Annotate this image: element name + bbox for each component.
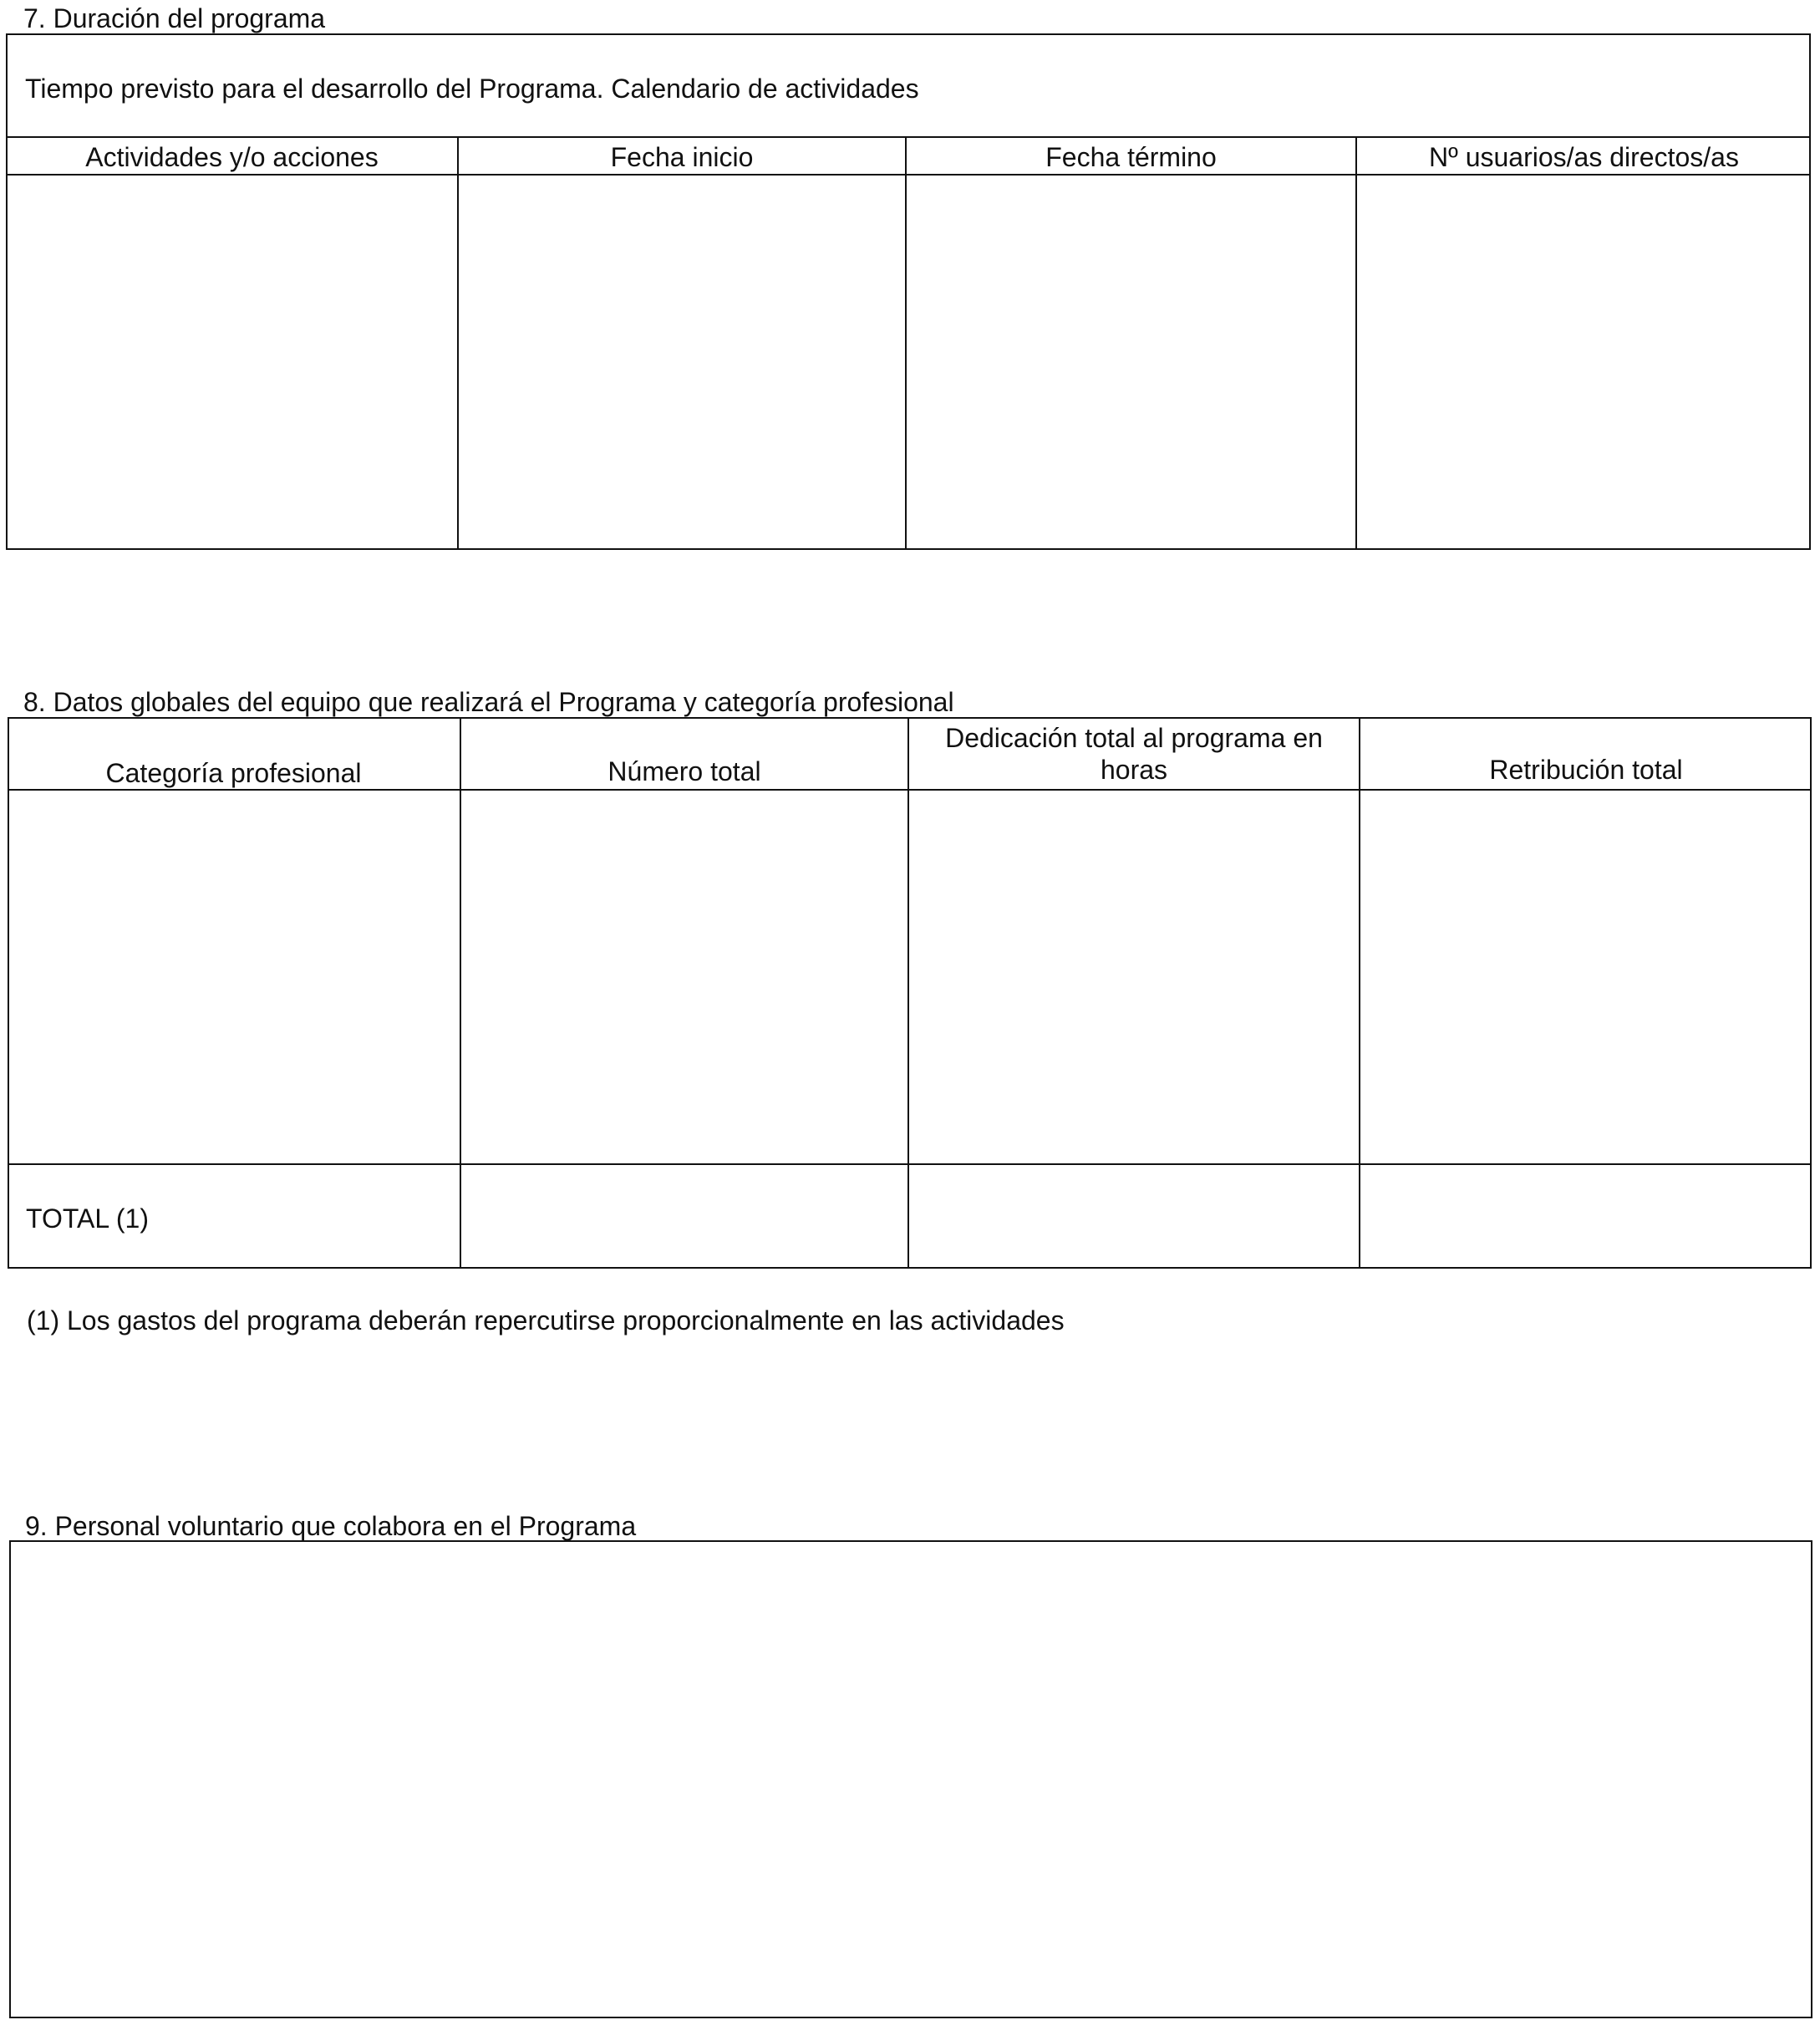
- section-8-header-divider: [8, 789, 1812, 791]
- section-7-col-divider-3: [1355, 136, 1357, 550]
- section-7-title: 7. Duración del programa: [23, 3, 326, 33]
- section-9-box: [9, 1540, 1812, 2018]
- section-8-header-retribution: Retribución total: [1489, 755, 1683, 785]
- section-9-title: 9. Personal voluntario que colabora en el Programa: [25, 1511, 637, 1541]
- section-7-header-start-date: Fecha inicio: [610, 142, 754, 172]
- section-7-subtitle-divider: [6, 136, 1811, 138]
- section-7-col-divider-1: [457, 136, 459, 550]
- section-7-col-divider-2: [905, 136, 907, 550]
- section-7-header-activities: Actividades y/o acciones: [85, 142, 379, 172]
- section-8-total-label: TOTAL (1): [26, 1203, 149, 1234]
- section-8-title: 8. Datos globales del equipo que realizará el Programa y categoría profesional: [23, 687, 954, 717]
- section-7-header-end-date: Fecha término: [1045, 142, 1217, 172]
- section-8-col-divider-2: [907, 717, 909, 1269]
- section-7-subtitle: Tiempo previsto para el desarrollo del Programa. Calendario de actividades: [25, 74, 919, 104]
- section-7-header-divider: [6, 174, 1811, 176]
- section-8-footnote: (1) Los gastos del programa deberán repercutirse proporcionalmente en las actividades: [27, 1305, 1065, 1336]
- section-8-col-divider-1: [460, 717, 461, 1269]
- section-8-header-category: Categoría profesional: [105, 758, 362, 788]
- section-8-table: [8, 717, 1812, 1269]
- section-8-header-total-number: Número total: [608, 756, 761, 786]
- section-7-table: [6, 33, 1811, 550]
- section-8-header-dedication: Dedicación total al programa en horas: [945, 723, 1323, 785]
- section-7-header-users: Nº usuarios/as directos/as: [1429, 142, 1739, 172]
- section-8-col-divider-3: [1359, 717, 1360, 1269]
- section-8-total-divider: [8, 1163, 1812, 1165]
